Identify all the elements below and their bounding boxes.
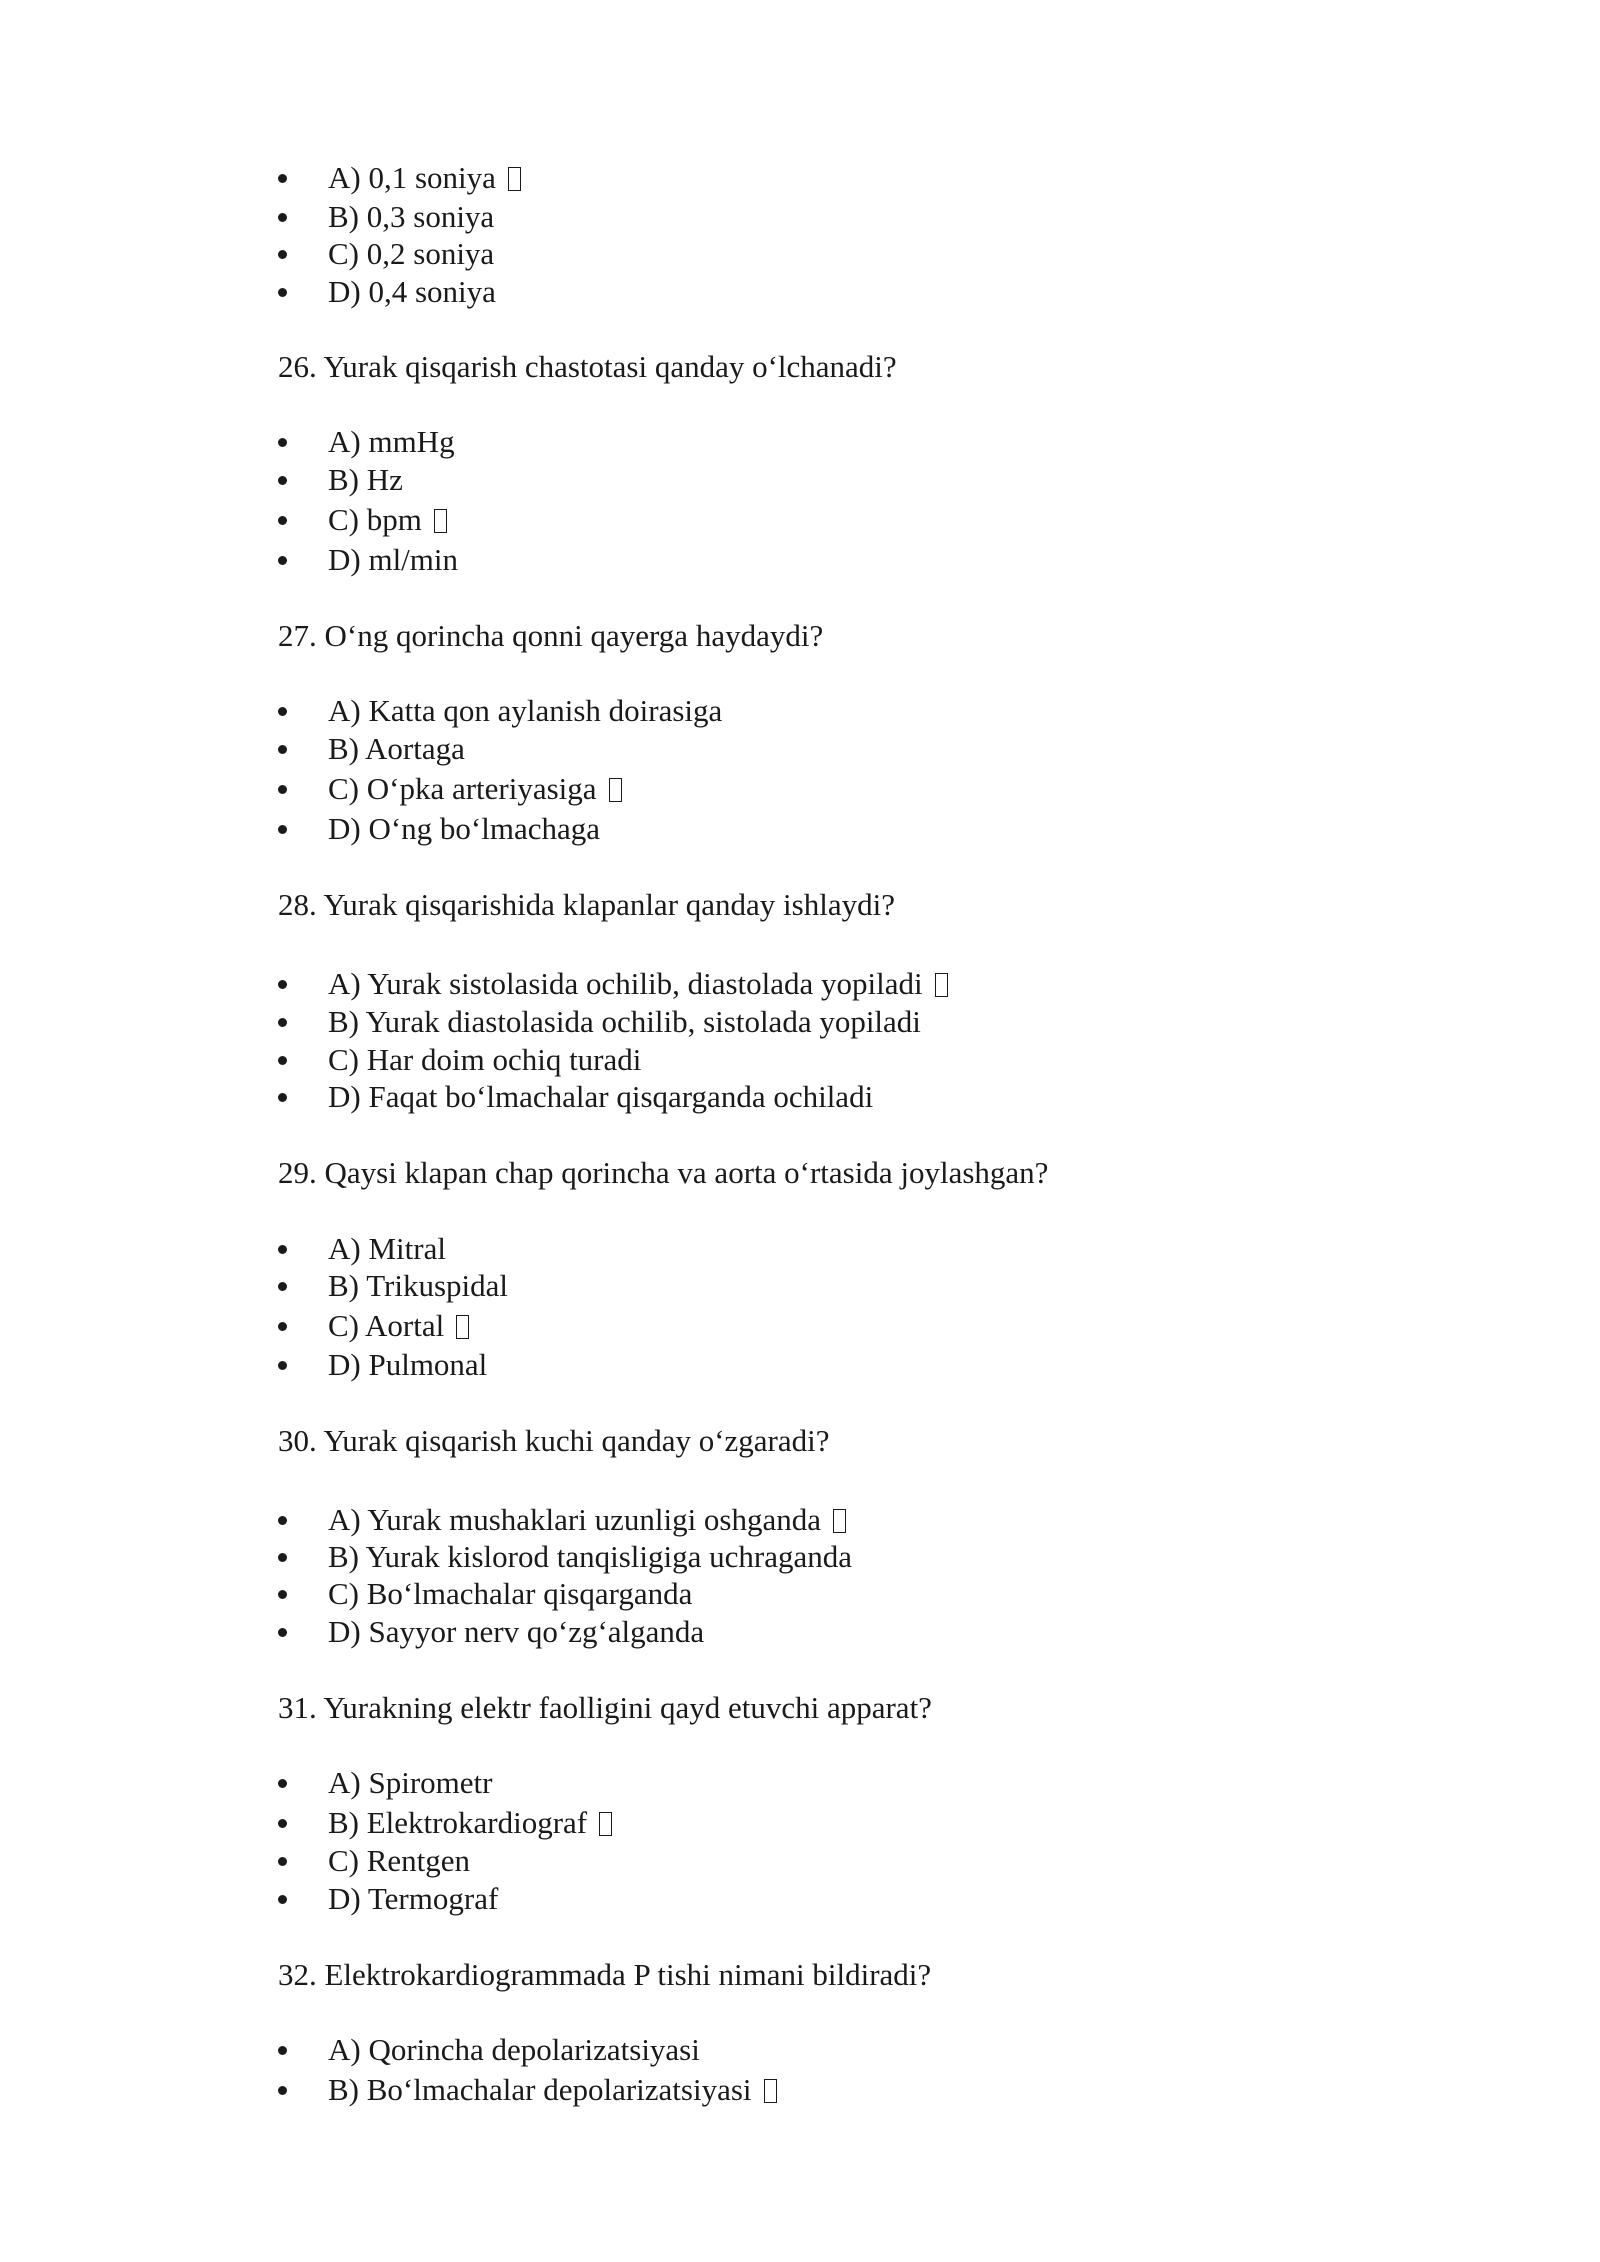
bullet-icon bbox=[278, 1230, 290, 1268]
answer-option-label bbox=[328, 235, 494, 273]
answer-option-text: B) Boʻlmachalar depolarizatsiyasi bbox=[328, 2072, 752, 2107]
bullet-icon bbox=[278, 810, 290, 848]
answer-option-label bbox=[328, 423, 455, 461]
bullet-icon bbox=[278, 159, 290, 197]
correct-answer-marker-icon bbox=[609, 778, 622, 802]
answer-option-label bbox=[328, 1041, 641, 1079]
answer-option-label bbox=[328, 1880, 498, 1918]
bullet-icon bbox=[278, 1575, 290, 1613]
answer-option-label bbox=[328, 1003, 921, 1041]
bullet-icon bbox=[278, 1041, 290, 1079]
answer-option-label bbox=[328, 1346, 487, 1384]
answer-option-label bbox=[328, 1538, 852, 1576]
answer-option-text: C) Oʻpka arteriyasiga bbox=[328, 771, 597, 806]
answer-option-label bbox=[328, 1613, 704, 1651]
answer-option-label bbox=[328, 1501, 846, 1539]
bullet-icon bbox=[278, 1501, 290, 1539]
correct-answer-marker-icon bbox=[434, 509, 447, 533]
answer-option-label bbox=[328, 1307, 469, 1345]
answer-option-label bbox=[328, 730, 465, 768]
answer-option-text: B) Elektrokardiograf bbox=[328, 1805, 588, 1840]
answer-option-text: B) Yurak diastolasida ochilib, sistolada yopiladi bbox=[328, 1004, 921, 1039]
answer-option-label bbox=[328, 810, 600, 848]
answer-option-text: D) Sayyor nerv qoʻzgʻalganda bbox=[328, 1614, 705, 1649]
answer-option-text: B) Trikuspidal bbox=[328, 1268, 509, 1303]
question-text: 26. Yurak qisqarish chastotasi qanday oʻlchanadi? bbox=[278, 349, 897, 384]
correct-answer-marker-icon bbox=[456, 1315, 469, 1339]
bullet-icon bbox=[278, 541, 290, 579]
correct-answer-marker-icon bbox=[833, 1509, 846, 1533]
bullet-icon bbox=[278, 461, 290, 499]
bullet-icon bbox=[278, 1613, 290, 1651]
answer-option-label bbox=[328, 501, 447, 539]
answer-option-label bbox=[328, 965, 948, 1003]
bullet-icon bbox=[278, 273, 290, 311]
bullet-icon bbox=[278, 1267, 290, 1305]
bullet-icon bbox=[278, 2071, 290, 2109]
bullet-icon bbox=[278, 235, 290, 273]
bullet-icon bbox=[278, 965, 290, 1003]
bullet-icon bbox=[278, 1538, 290, 1576]
answer-option-text: D) Pulmonal bbox=[328, 1347, 488, 1382]
answer-option-text: B) Yurak kislorod tanqisligiga uchraganda bbox=[328, 1539, 853, 1574]
answer-option-text: C) bpm bbox=[328, 502, 422, 537]
question-text: 31. Yurakning elektr faolligini qayd etuvchi apparat? bbox=[278, 1690, 932, 1725]
answer-option-label bbox=[328, 1764, 492, 1802]
answer-option-label bbox=[328, 770, 622, 808]
correct-answer-marker-icon bbox=[599, 1812, 612, 1836]
answer-option-label bbox=[328, 2031, 700, 2069]
answer-option-label bbox=[328, 1267, 508, 1305]
correct-answer-marker-icon bbox=[935, 973, 948, 997]
answer-option-label bbox=[328, 159, 521, 197]
bullet-icon bbox=[278, 770, 290, 808]
answer-option-text: A) mmHg bbox=[328, 424, 455, 459]
answer-option-text: A) Qorincha depolarizatsiyasi bbox=[328, 2032, 700, 2067]
bullet-icon bbox=[278, 1346, 290, 1384]
bullet-icon bbox=[278, 1804, 290, 1842]
answer-option-label bbox=[328, 1804, 612, 1842]
answer-option-text: C) 0,2 soniya bbox=[328, 236, 495, 271]
answer-option-text: D) ml/min bbox=[328, 542, 459, 577]
answer-option-text: A) Mitral bbox=[328, 1231, 446, 1266]
bullet-icon bbox=[278, 1003, 290, 1041]
bullet-icon bbox=[278, 423, 290, 461]
bullet-icon bbox=[278, 1880, 290, 1918]
bullet-icon bbox=[278, 2031, 290, 2069]
question-text: 32. Elektrokardiogrammada P tishi nimani bildiradi? bbox=[278, 1957, 932, 1992]
answer-option-label bbox=[328, 1230, 446, 1268]
answer-option-text: C) Rentgen bbox=[328, 1843, 471, 1878]
answer-option-label bbox=[328, 461, 403, 499]
question-text: 28. Yurak qisqarishida klapanlar qanday ishlaydi? bbox=[278, 887, 895, 922]
answer-option-text: A) 0,1 soniya bbox=[328, 160, 496, 195]
answer-option-text: B) Aortaga bbox=[328, 731, 465, 766]
answer-option-label bbox=[328, 692, 722, 730]
answer-option-text: D) 0,4 soniya bbox=[328, 274, 496, 309]
answer-option-label bbox=[328, 1575, 692, 1613]
bullet-icon bbox=[278, 1842, 290, 1880]
answer-option-text: C) Boʻlmachalar qisqarganda bbox=[328, 1576, 693, 1611]
answer-option-label bbox=[328, 541, 458, 579]
bullet-icon bbox=[278, 1307, 290, 1345]
answer-option-label bbox=[328, 2071, 777, 2109]
answer-option-text: B) 0,3 soniya bbox=[328, 199, 495, 234]
answer-option-label bbox=[328, 198, 494, 236]
bullet-icon bbox=[278, 730, 290, 768]
bullet-icon bbox=[278, 1078, 290, 1116]
bullet-icon bbox=[278, 1764, 290, 1802]
bullet-icon bbox=[278, 692, 290, 730]
answer-option-text: A) Yurak sistolasida ochilib, diastolada yopiladi bbox=[328, 966, 923, 1001]
answer-option-text: C) Har doim ochiq turadi bbox=[328, 1042, 642, 1077]
correct-answer-marker-icon bbox=[764, 2079, 777, 2103]
bullet-icon bbox=[278, 198, 290, 236]
answer-option-text: B) Hz bbox=[328, 462, 403, 497]
answer-option-label bbox=[328, 1078, 873, 1116]
answer-option-label bbox=[328, 1842, 470, 1880]
answer-option-text: D) Termograf bbox=[328, 1881, 499, 1916]
answer-option-label bbox=[328, 273, 496, 311]
answer-option-text: D) Faqat boʻlmachalar qisqarganda ochiladi bbox=[328, 1079, 874, 1114]
answer-option-text: A) Spirometr bbox=[328, 1765, 493, 1800]
answer-option-text: C) Aortal bbox=[328, 1308, 445, 1343]
answer-option-text: A) Katta qon aylanish doirasiga bbox=[328, 693, 723, 728]
question-text: 29. Qaysi klapan chap qorincha va aorta oʻrtasida joylashgan? bbox=[278, 1155, 1049, 1190]
bullet-icon bbox=[278, 501, 290, 539]
question-text: 27. Oʻng qorincha qonni qayerga haydaydi? bbox=[278, 618, 824, 653]
question-text: 30. Yurak qisqarish kuchi qanday oʻzgaradi? bbox=[278, 1423, 830, 1458]
answer-option-text: D) Oʻng boʻlmachaga bbox=[328, 811, 601, 846]
answer-option-text: A) Yurak mushaklari uzunligi oshganda bbox=[328, 1502, 822, 1537]
correct-answer-marker-icon bbox=[508, 167, 521, 191]
